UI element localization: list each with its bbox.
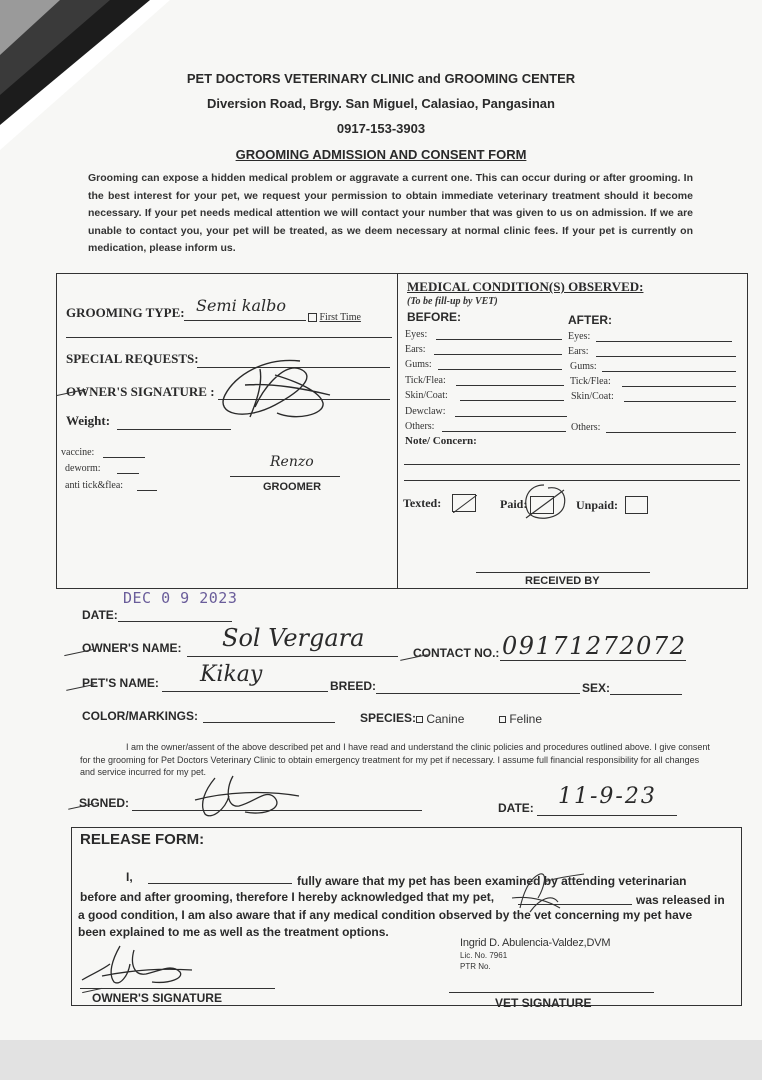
vet-signature-label: VET SIGNATURE [495, 996, 592, 1010]
note-line-2[interactable] [404, 480, 740, 481]
before-eyes: Eyes: [405, 329, 428, 340]
feline-option[interactable] [499, 712, 542, 726]
owner-name-value: Sol Vergara [222, 624, 365, 652]
after-eyes: Eyes: [568, 331, 591, 342]
scan-bottom-edge [0, 1040, 762, 1080]
before-skin-coat-line[interactable] [460, 400, 564, 401]
before-tick-flea: Tick/Flea: [405, 375, 446, 386]
date-line[interactable] [118, 621, 232, 622]
before-skin-coat: Skin/Coat: [405, 390, 448, 401]
color-markings-label: COLOR/MARKINGS: [82, 709, 198, 723]
release-line2-post: was released in [636, 893, 725, 907]
release-owner-signature-scribble [72, 940, 202, 988]
vaccine-line[interactable] [103, 457, 145, 458]
release-line4: been explained to me as well as the treatment options. [78, 925, 389, 939]
medical-condition-title: MEDICAL CONDITION(S) OBSERVED: [407, 279, 644, 294]
groomer-line[interactable] [230, 476, 340, 477]
deworm-label: deworm: [65, 463, 101, 474]
after-ears: Ears: [568, 346, 589, 357]
before-gums-line[interactable] [438, 369, 562, 370]
received-by-line[interactable] [476, 572, 650, 573]
after-others-line[interactable] [606, 432, 736, 433]
grooming-type-line[interactable] [184, 320, 306, 321]
intro-paragraph: Grooming can expose a hidden medical problem or aggravate a current one. This can occur during or after grooming. In the best interest for your pet, we request your permission to obtain immediate veterinary treatment should it become necessary. If your pet needs medical attention we will contact your number that was given to us on admission. If we are unable to contact you, your pet will be treated, as we deem necessary at normal clinic fees. If your pet is currently on medication, please inform us. [88, 172, 693, 254]
owner-name-label: OWNER'S NAME: [82, 641, 182, 655]
before-others-line[interactable] [442, 431, 566, 432]
before-dewclaw: Dewclaw: [405, 406, 446, 417]
breed-line[interactable] [376, 693, 580, 694]
sex-line[interactable] [610, 694, 682, 695]
note-concern-label: Note/ Concern: [405, 435, 477, 447]
consent-date-line[interactable] [537, 815, 677, 816]
after-gums: Gums: [570, 361, 597, 372]
contact-value: 09171272072 [502, 632, 687, 660]
after-gums-line[interactable] [602, 371, 736, 372]
date-label: DATE: [82, 608, 118, 622]
received-by-label: RECEIVED BY [525, 575, 600, 587]
consent-paragraph: I am the owner/assent of the above described pet and I have read and understand the clinic policies and procedures outlined above. I give consent for the grooming for Pet Doctors Veterinary Clinic to obtain emergency treatment for my pet if necessary. I assume full financial responsibility for all changes and service incurred for my pet. [80, 742, 710, 777]
before-ears: Ears: [405, 344, 426, 355]
color-markings-line[interactable] [203, 722, 335, 723]
release-owner-name-line[interactable] [148, 883, 292, 884]
after-ears-line[interactable] [596, 356, 736, 357]
before-others: Others: [405, 421, 435, 432]
vet-signature-line[interactable] [449, 992, 654, 993]
release-line1-pre: I, [126, 870, 133, 884]
canine-option[interactable] [416, 712, 464, 726]
vet-ptr-no: PTR No. [460, 962, 491, 971]
unpaid-label: Unpaid: [576, 498, 619, 512]
form-title: GROOMING ADMISSION AND CONSENT FORM [235, 147, 527, 162]
texted-label: Texted: [403, 496, 442, 510]
after-label: AFTER: [568, 313, 612, 327]
grooming-type-value: Semi kalbo [196, 296, 287, 315]
canine-label: Canine [426, 712, 465, 726]
texted-checkbox[interactable] [452, 494, 476, 512]
release-owner-signature-label: OWNER'S SIGNATURE [92, 991, 222, 1005]
clinic-address: Diversion Road, Brgy. San Miguel, Calasiao, Pangasinan [207, 96, 555, 111]
vet-license-no: Lic. No. 7961 [460, 951, 508, 960]
paid-check-mark [520, 482, 568, 522]
owner-name-line[interactable] [187, 656, 398, 657]
pet-name-label: PET'S NAME: [82, 676, 159, 690]
first-time-checkbox[interactable] [308, 312, 361, 323]
vaccine-label: vaccine: [61, 447, 95, 458]
before-ears-line[interactable] [434, 354, 562, 355]
release-line1-post: fully aware that my pet has been examined by attending veterinarian [297, 874, 687, 888]
special-requests-label: SPECIAL REQUESTS: [66, 351, 199, 366]
before-eyes-line[interactable] [436, 339, 562, 340]
after-eyes-line[interactable] [596, 341, 732, 342]
release-owner-signature-line[interactable] [80, 988, 275, 989]
before-gums: Gums: [405, 359, 432, 370]
after-others: Others: [571, 422, 601, 433]
date-stamp: DEC 0 9 2023 [123, 589, 238, 607]
species-label: SPECIES: [360, 711, 417, 725]
feline-label: Feline [509, 712, 543, 726]
consent-date-value: 11-9-23 [558, 784, 657, 809]
pet-name-line[interactable] [162, 691, 328, 692]
clinic-name: PET DOCTORS VETERINARY CLINIC and GROOMING CENTER [186, 71, 576, 86]
release-form-title: RELEASE FORM: [80, 831, 205, 848]
first-time-label: First Time [319, 312, 361, 323]
signed-label: SIGNED: [79, 796, 130, 810]
medical-condition-subtitle: (To be fill-up by VET) [407, 296, 498, 307]
clinic-phone: 0917-153-3903 [336, 121, 426, 136]
consent-signature-scribble [175, 770, 305, 820]
after-tick-flea-line[interactable] [622, 386, 736, 387]
sex-label: SEX: [582, 681, 611, 695]
before-dewclaw-line[interactable] [455, 416, 567, 417]
weight-line[interactable] [117, 429, 231, 430]
grooming-type-label: GROOMING TYPE: [66, 305, 185, 320]
vet-name: Ingrid D. Abulencia-Valdez,DVM [460, 937, 611, 949]
deworm-line[interactable] [117, 473, 139, 474]
contact-line[interactable] [500, 660, 686, 661]
weight-label: Weight: [66, 413, 111, 428]
anti-tick-label: anti tick&flea: [65, 480, 124, 491]
breed-label: BREED: [330, 679, 377, 693]
after-skin-coat: Skin/Coat: [571, 391, 614, 402]
groomer-label: GROOMER [263, 481, 322, 493]
after-tick-flea: Tick/Flea: [570, 376, 611, 387]
pet-name-value: Kikay [200, 662, 263, 687]
before-label: BEFORE: [407, 310, 461, 324]
contact-label: CONTACT NO.: [413, 646, 500, 660]
note-line-1[interactable] [404, 464, 740, 465]
grooming-type-extra-line [66, 337, 392, 338]
owner-signature-scribble [205, 355, 335, 425]
before-tick-flea-line[interactable] [456, 385, 564, 386]
after-skin-coat-line[interactable] [624, 401, 736, 402]
release-line2-pre: before and after grooming, therefore I hereby acknowledged that my pet, [80, 890, 495, 904]
vet-signature-scribble [500, 868, 590, 918]
anti-tick-line[interactable] [137, 490, 157, 491]
unpaid-checkbox[interactable] [625, 496, 648, 514]
consent-date-label: DATE: [498, 801, 534, 815]
paid-label: Paid: [500, 497, 528, 511]
release-line3: a good condition, I am also aware that if any medical condition observed by the vet concerning my pet have [78, 908, 693, 922]
groomer-value: Renzo [270, 454, 314, 470]
owner-signature-label: OWNER'S SIGNATURE : [66, 384, 215, 399]
